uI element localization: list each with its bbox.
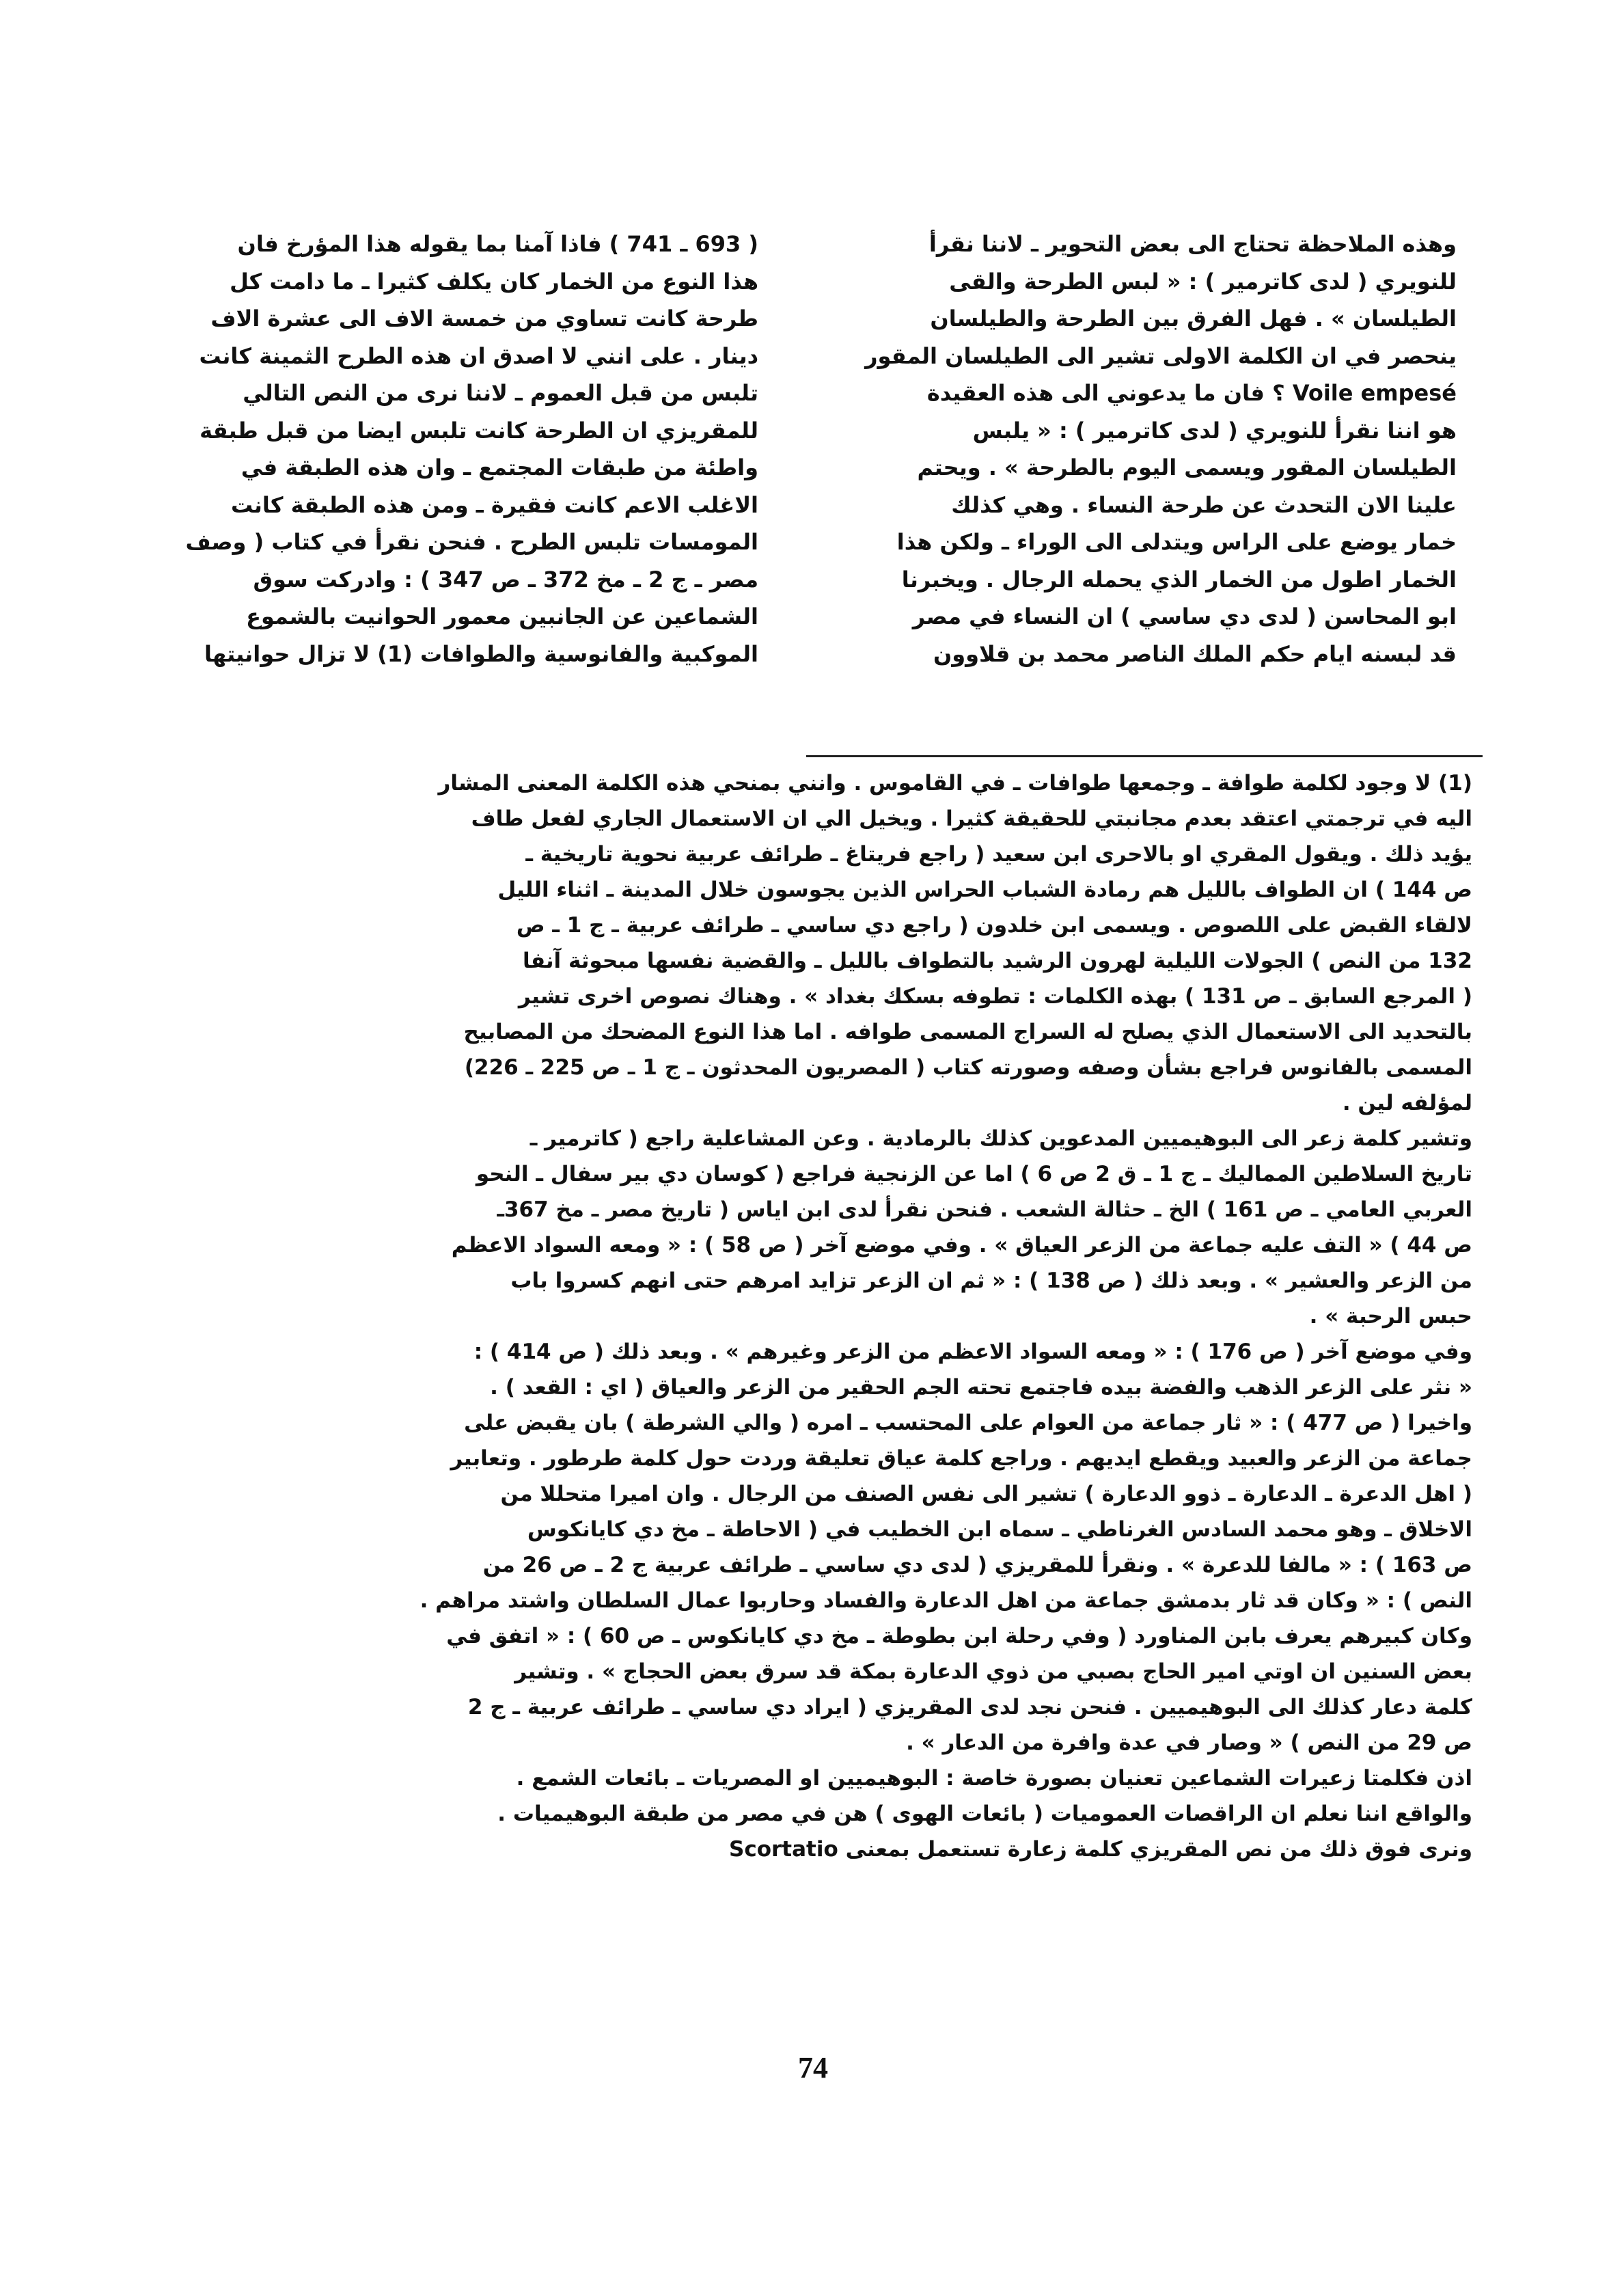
footnote-line: وتشير كلمة زعر الى البوهيميين المدعوين كذلك بالرمادية . وعن المشاعلية راجع ( كاترمير ـ <box>529 1126 1472 1151</box>
right-column-line: ابو المحاسن ( لدى دي ساسي ) ان النساء في مصر <box>912 603 1457 629</box>
page-number: 74 <box>798 2051 828 2084</box>
left-column-line: هذا النوع من الخمار كان يكلف كثيرا ـ ما دامت كل <box>230 268 758 295</box>
right-column-line: هو اننا نقرأ للنويري ( لدى كاترمير ) : « يلبس <box>972 417 1457 444</box>
right-column-line: قد لبسنه ايام حكم الملك الناصر محمد بن قلاوون <box>933 640 1457 667</box>
footnote-line: كلمة دعار كذلك الى البوهيميين . فنحن نجد لدى المقريزي ( ايراد دي ساسي ـ طرائف عربية ـ ج 2 <box>467 1695 1472 1719</box>
footnote-line: اليه في ترجمتي اعتقد بعدم مجانبتي للحقيقة كثيرا . ويخيل الي ان الاستعمال الجاري لفعل طاف <box>471 806 1472 831</box>
footnote-line: اذن فكلمتا زعيرات الشماعين تعنيان بصورة خاصة : البوهيميين او المصريات ـ بائعات الشمع . <box>516 1766 1472 1791</box>
right-column-line: وهذه الملاحظة تحتاج الى بعض التحوير ـ لاننا نقرأ <box>928 231 1457 257</box>
footnote-line: ص 29 من النص ) « وصار في عدة وافرة من الدعار » . <box>906 1730 1472 1755</box>
left-column-line: دينار . على انني لا اصدق ان هذه الطرح الثمينة كانت <box>199 342 758 369</box>
left-column-line: الموكبية والفانوسية والطوافات (1) لا تزال حوانيتها <box>204 640 758 667</box>
right-text-column <box>842 226 1457 672</box>
footnote-line: والواقع اننا نعلم ان الراقصات العموميات ( بائعات الهوى ) هن في مصر من طبقة البوهيميات . <box>497 1802 1472 1826</box>
right-column-line: خمار يوضع على الراس ويتدلى الى الوراء ـ ولكن هذا <box>896 529 1457 555</box>
footnote-line: بعض السنين ان اوتي امير الحاج بصبي من ذوي الدعارة بمكة قد سرق بعض الحجاج » . وتشير <box>514 1659 1472 1684</box>
footnote-line: لمؤلفه لين . <box>1342 1091 1472 1115</box>
left-column-line: المومسات تلبس الطرح . فنحن نقرأ في كتاب ( وصف <box>185 529 758 555</box>
footnote-line: ص 144 ) ان الطواف بالليل هم رمادة الشباب الحراس الذين يجوسون خلال المدينة ـ اثناء الليل <box>497 878 1472 902</box>
footnote-line: بالتحديد الى الاستعمال الذي يصلح له السراج المسمى طوافه . اما هذا النوع المضحك من المصابيح <box>463 1020 1472 1044</box>
footnote-line: واخيرا ( ص 477 ) : « ثار جماعة من العوام على المحتسب ـ امره ( والي الشرطة ) بان يقبض على <box>464 1411 1472 1435</box>
footnote-line: وفي موضع آخر ( ص 176 ) : « ومعه السواد الاعظم من الزعر وغيرهم » . وبعد ذلك ( ص 414 ) : <box>473 1340 1472 1364</box>
footnote-line: ( اهل الدعرة ـ الدعارة ـ ذوو الدعارة ) تشير الى نفس الصنف من الرجال . وان اميرا متحللا من <box>500 1482 1472 1506</box>
right-column-line: ينحصر في ان الكلمة الاولى تشير الى الطيلسان المقور <box>865 342 1457 369</box>
footnote-line: من الزعر والعشير » . وبعد ذلك ( ص 138 ) : « ثم ان الزعر تزايد امرهم حتى انهم كسروا باب <box>510 1268 1472 1293</box>
left-column-line: للمقريزي ان الطرحة كانت تلبس ايضا من قبل طبقة <box>199 417 758 444</box>
left-text-column <box>143 226 758 672</box>
footnote-line: يؤيد ذلك . ويقول المقري او بالاحرى ابن سعيد ( راجع فريتاغ ـ طرائف عربية نحوية تاريخية ـ <box>525 842 1472 867</box>
footnote-line: « نثر على الزعر الذهب والفضة بيده فاجتمع تحته الجم الحقير من الزعر والعياق ( اي : القعد ) . <box>490 1375 1472 1400</box>
right-column-line: الطيلسان » . فهل الفرق بين الطرحة والطيلسان <box>930 305 1457 331</box>
footnote-line: ونرى فوق ذلك من نص المقريزي كلمة زعارة تستعمل بمعنى Scortatio <box>729 1837 1472 1862</box>
footnotes-block <box>205 765 1472 1867</box>
right-column-line: للنويري ( لدى كاترمير ) : « لبس الطرحة والقى <box>949 268 1457 295</box>
footnote-line: ( المرجع السابق ـ ص 131 ) بهذه الكلمات : تطوفه بسكك بغداد » . وهناك نصوص اخرى تشير <box>518 984 1472 1009</box>
left-column-line: الاغلب الاعم كانت فقيرة ـ ومن هذه الطبقة كانت <box>231 491 758 518</box>
footnote-separator-rule <box>806 755 1483 757</box>
footnote-line: العربي العامي ـ ص 161 ) الخ ـ حثالة الشعب . فنحن نقرأ لدى ابن اياس ( تاريخ مصر ـ مخ 367ـ <box>497 1197 1472 1222</box>
left-column-line: تلبس من قبل العموم ـ لاننا نرى من النص التالي <box>243 380 758 406</box>
footnote-line: المسمى بالفانوس فراجع بشأن وصفه وصورته كتاب ( المصريون المحدثون ـ ج 1 ـ ص 225 ـ 226) <box>464 1055 1472 1080</box>
footnote-line: لالقاء القبض على اللصوص . ويسمى ابن خلدون ( راجع دي ساسي ـ طرائف عربية ـ ج 1 ـ ص <box>516 913 1472 938</box>
left-column-line: الشماعين عن الجانبين معمور الحوانيت بالشموع <box>246 603 758 629</box>
left-column-line: طرحة كانت تساوي من خمسة الاف الى عشرة الاف <box>210 305 758 331</box>
footnote-line: وكان كبيرهم يعرف بابن المناورد ( وفي رحلة ابن بطوطة ـ مخ دي كايانكوس ـ ص 60 ) : « اتفق في <box>446 1624 1472 1648</box>
footnote-line: 132 من النص ) الجولات الليلية لهرون الرشيد بالتطواف بالليل ـ والقضية نفسها مبحوثة آنفا <box>522 949 1472 973</box>
footnote-line: جماعة من الزعر والعبيد ويقطع ايديهم . وراجع كلمة عياق تعليقة وردت حول كلمة طرطور . وتعابير <box>450 1446 1472 1471</box>
footnote-line: ص 44 ) « التف عليه جماعة من الزعر العياق » . وفي موضع آخر ( ص 58 ) : « ومعه السواد الاعظم <box>451 1233 1472 1257</box>
footnote-line: (1) لا وجود لكلمة طوافة ـ وجمعها طوافات ـ في القاموس . وانني بمنحي هذه الكلمة المعنى المشار <box>438 771 1472 796</box>
right-column-line: الطيلسان المقور ويسمى اليوم بالطرحة » . ويحتم <box>917 454 1457 480</box>
footnote-line: النص ) : « وكان قد ثار بدمشق جماعة من اهل الدعارة والفساد وحاربوا عمال السلطان واشتد مراهم . <box>419 1588 1472 1613</box>
left-column-line: واطئة من طبقات المجتمع ـ وان هذه الطبقة في <box>240 454 758 480</box>
footnote-line: ص 163 ) : « مالفا للدعرة » . ونقرأ للمقريزي ( لدى دي ساسي ـ طرائف عربية ج 2 ـ ص 26 من <box>482 1553 1472 1577</box>
left-column-line: ( 693 ـ 741 ) فاذا آمنا بما يقوله هذا المؤرخ فان <box>237 231 758 257</box>
right-column-line: Voile empesé ؟ فان ما يدعوني الى هذه العقيدة <box>926 380 1457 406</box>
left-column-line: مصر ـ ج 2 ـ مخ 372 ـ ص 347 ) : وادركت سوق <box>253 566 758 593</box>
footnote-line: الاخلاق ـ وهو محمد السادس الغرناطي ـ سماه ابن الخطيب في ( الاحاطة ـ مخ دي كايانكوس <box>527 1517 1472 1542</box>
footnote-line: حبس الرحبة » . <box>1309 1304 1472 1329</box>
right-column-line: الخمار اطول من الخمار الذي يحمله الرجال . ويخبرنا <box>901 566 1457 593</box>
footnote-line: تاريخ السلاطين المماليك ـ ج 1 ـ ق 2 ص 6 ) اما عن الزنجية فراجع ( كوسان دي بير سفال ـ النحو <box>476 1162 1472 1186</box>
right-column-line: علينا الان التحدث عن طرحة النساء . وهي كذلك <box>951 491 1457 518</box>
